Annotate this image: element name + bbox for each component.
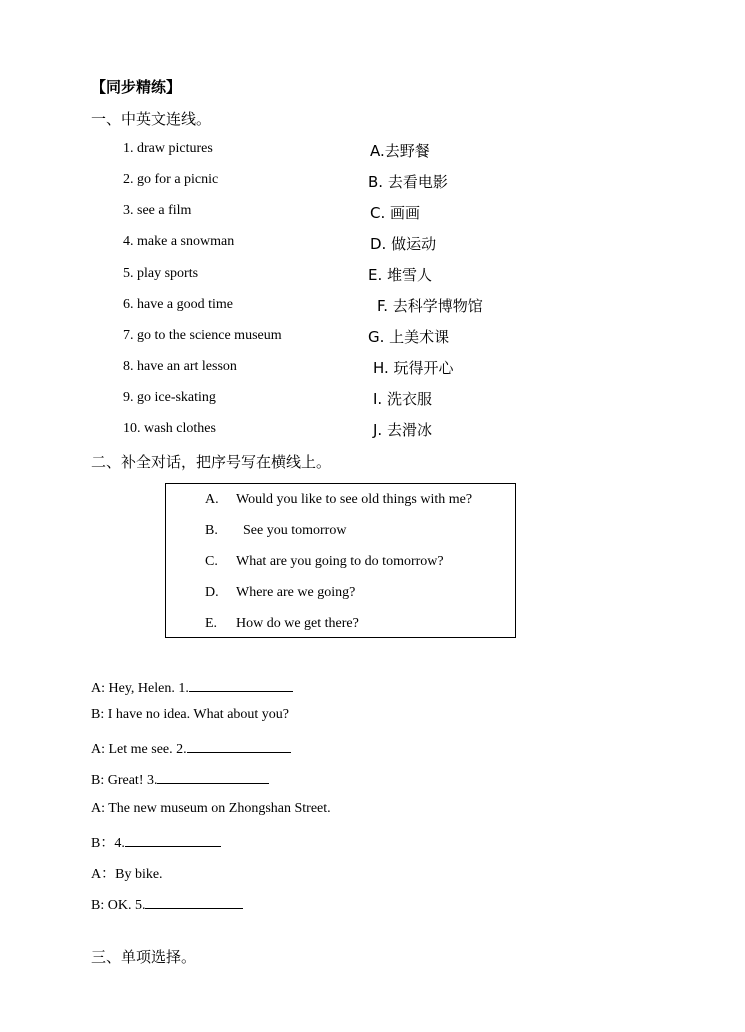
dialogue-text-5: A: The new museum on Zhongshan Street. — [91, 801, 331, 816]
option-letter-e: E. — [205, 616, 218, 631]
section-3-heading: 三、单项选择。 — [91, 948, 197, 966]
chinese-item-h: H. 玩得开心 — [373, 359, 454, 377]
chinese-item-g: G. 上美术课 — [368, 328, 450, 346]
chinese-item-c: C. 画画 — [370, 204, 421, 222]
chinese-item-e: E. 堆雪人 — [368, 266, 433, 284]
dialogue-text-4: B: Great! 3. — [91, 773, 158, 788]
english-item-9: 9. go ice-skating — [123, 390, 216, 405]
dialogue-line-6 — [91, 832, 221, 852]
option-text-a: Would you like to see old things with me? — [236, 492, 473, 507]
dialogue-line-5 — [91, 801, 331, 817]
chinese-item-a: A.去野餐 — [370, 142, 430, 160]
dialogue-line-8 — [91, 894, 243, 914]
english-item-2: 2. go for a picnic — [123, 172, 219, 187]
option-letter-b: B. — [205, 523, 218, 538]
section-2-heading: 二、补全对话，把序号写在横线上。 — [91, 453, 332, 471]
dialogue-line-4 — [91, 769, 269, 789]
english-item-10: 10. wash clothes — [123, 421, 216, 436]
answer-blank-4[interactable] — [125, 832, 221, 847]
dialogue-line-7 — [91, 863, 163, 883]
english-item-3: 3. see a film — [123, 203, 192, 218]
chinese-item-i: I. 洗衣服 — [373, 390, 432, 408]
chinese-item-b: B. 去看电影 — [368, 173, 448, 191]
dialogue-text-3: A: Let me see. 2. — [91, 742, 187, 757]
english-item-5: 5. play sports — [123, 266, 199, 281]
english-item-7: 7. go to the science museum — [123, 328, 282, 343]
option-letter-a: A. — [205, 492, 219, 507]
option-text-b: See you tomorrow — [243, 523, 347, 538]
dialogue-line-2 — [91, 707, 289, 723]
section-1-heading: 一、中英文连线。 — [91, 110, 212, 128]
answer-blank-3[interactable] — [157, 769, 269, 784]
dialogue-line-3 — [91, 738, 291, 758]
english-item-1: 1. draw pictures — [123, 141, 213, 156]
option-letter-d: D. — [205, 585, 219, 600]
dialogue-text-8: B: OK. 5. — [91, 898, 146, 913]
answer-blank-5[interactable] — [145, 894, 243, 909]
answer-blank-2[interactable] — [187, 738, 291, 753]
dialogue-text-2: B: I have no idea. What about you? — [91, 707, 290, 722]
dialogue-text-1: A: Hey, Helen. 1. — [91, 681, 189, 696]
page-title: 【同步精练】 — [91, 78, 182, 96]
chinese-item-d: D. 做运动 — [370, 235, 437, 253]
chinese-item-j: J. 去滑冰 — [373, 421, 432, 439]
option-text-e: How do we get there? — [236, 616, 359, 631]
option-text-d: Where are we going? — [236, 585, 356, 600]
option-text-c: What are you going to do tomorrow? — [236, 554, 444, 569]
option-letter-c: C. — [205, 554, 218, 569]
english-item-6: 6. have a good time — [123, 297, 234, 312]
english-item-8: 8. have an art lesson — [123, 359, 237, 374]
answer-blank-1[interactable] — [189, 677, 293, 692]
dialogue-line-1 — [91, 677, 293, 697]
chinese-item-f: F. 去科学博物馆 — [377, 297, 483, 315]
dialogue-text-6: B：4. — [91, 836, 125, 851]
english-item-4: 4. make a snowman — [123, 234, 235, 249]
dialogue-text-7: A：By bike. — [91, 867, 163, 882]
